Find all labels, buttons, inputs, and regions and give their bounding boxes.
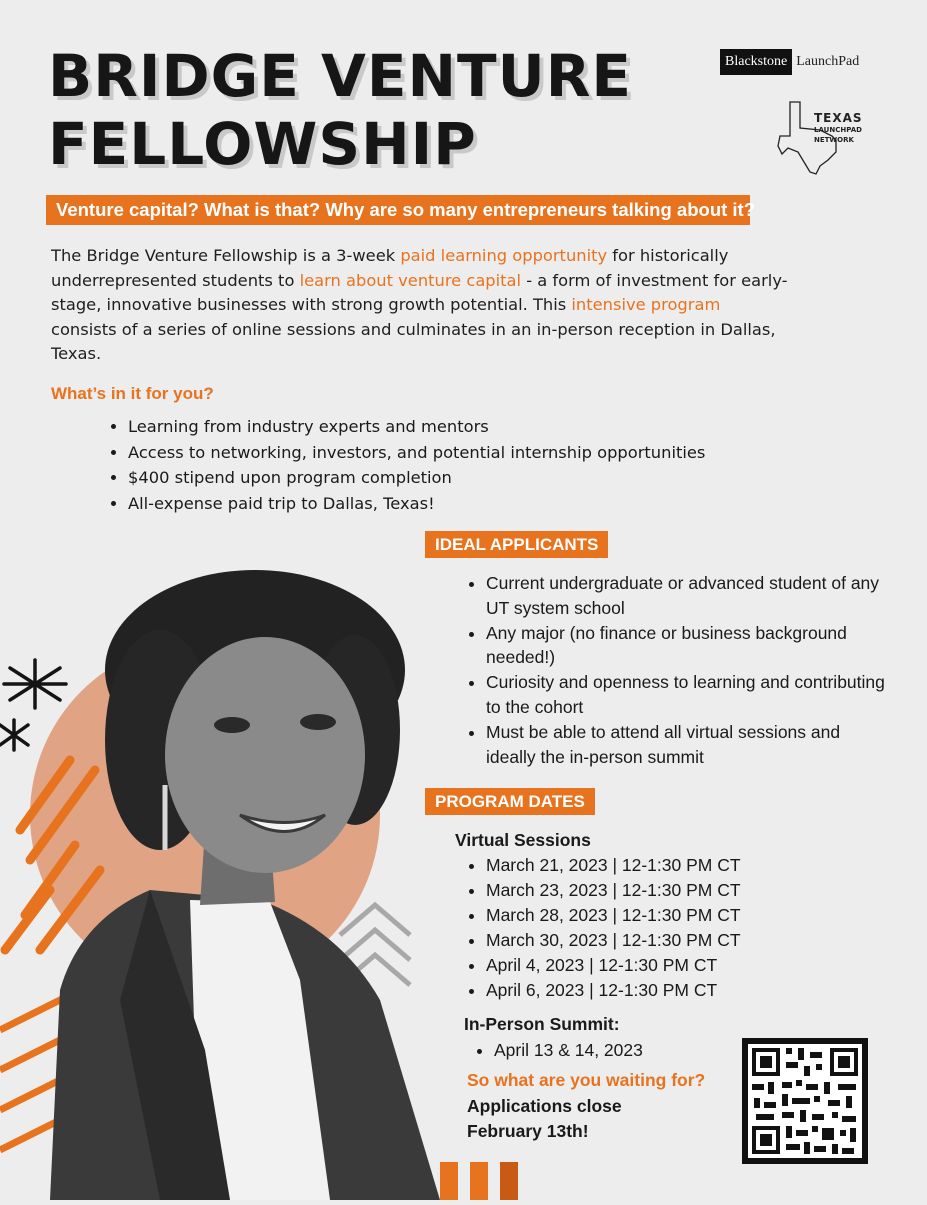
list-item: • April 13 & 14, 2023: [494, 1038, 643, 1062]
cta-line-2: February 13th!: [467, 1121, 589, 1141]
cta-line-1: Applications close: [467, 1096, 622, 1116]
list-item: • All-expense paid trip to Dallas, Texas!: [128, 491, 705, 517]
intro-highlight-3: intensive program: [571, 295, 721, 315]
list-item: • Must be able to attend all virtual sessions and ideally the in-person summit: [486, 720, 886, 770]
intro-highlight-2: learn about venture capital: [299, 270, 522, 290]
blackstone-launchpad-logo: [720, 49, 859, 75]
intro-text-3: - a form of investment for early-stage, innovative businesses with strong growth potential. This: [51, 270, 788, 315]
blackstone-wordmark: Blackstone: [720, 49, 792, 75]
list-item: • Access to networking, investors, and potential internship opportunities: [128, 440, 705, 466]
list-item: • April 4, 2023 | 12-1:30 PM CT: [486, 953, 741, 978]
virtual-sessions-heading: Virtual Sessions: [455, 830, 591, 850]
question-banner: Venture capital? What is that? Why are so many entrepreneurs talking about it?: [46, 195, 750, 225]
list-item: • $400 stipend upon program completion: [128, 465, 705, 491]
launchpad-wordmark: LaunchPad: [796, 54, 860, 69]
benefits-heading: What’s in it for you?: [51, 384, 214, 403]
texas-launchpad-network-logo: [776, 100, 868, 180]
summit-list: [474, 1038, 643, 1062]
page-title: [48, 42, 632, 178]
decor-bottom-bars: [440, 1162, 520, 1200]
fellow-portrait-photo: [0, 530, 460, 1200]
cta-question: So what are you waiting for?: [467, 1070, 706, 1090]
list-item: • Any major (no finance or business background needed!): [486, 621, 886, 671]
list-item: • March 21, 2023 | 12-1:30 PM CT: [486, 853, 741, 878]
intro-text-4: consists of a series of online sessions and culminates in an in-person reception in Dallas, Texas.: [51, 319, 776, 364]
ideal-applicants-list: [466, 571, 886, 769]
intro-text-1: The Bridge Venture Fellowship is a 3-week: [51, 246, 401, 265]
list-item: • March 23, 2023 | 12-1:30 PM CT: [486, 878, 741, 903]
texas-sub-launchpad: LAUNCHPAD: [814, 126, 862, 134]
list-item: • Learning from industry experts and mentors: [128, 414, 705, 440]
list-item: • April 6, 2023 | 12-1:30 PM CT: [486, 978, 741, 1003]
summit-heading: In-Person Summit:: [464, 1014, 620, 1034]
ideal-applicants-heading: IDEAL APPLICANTS: [425, 531, 608, 558]
list-item: • Current undergraduate or advanced student of any UT system school: [486, 571, 886, 621]
list-item: • March 28, 2023 | 12-1:30 PM CT: [486, 903, 741, 928]
title-line-2: FELLOWSHIP: [48, 110, 477, 178]
benefits-list: [110, 414, 705, 516]
list-item: • Curiosity and openness to learning and contributing to the cohort: [486, 670, 886, 720]
qr-code-icon: [742, 1038, 868, 1164]
intro-text-2: for historically underrepresented students to: [51, 246, 729, 290]
texas-label: TEXAS: [814, 111, 863, 125]
texas-sub-network: NETWORK: [814, 136, 854, 144]
program-dates-heading: PROGRAM DATES: [425, 788, 595, 815]
list-item: • March 30, 2023 | 12-1:30 PM CT: [486, 928, 741, 953]
qr-code[interactable]: [742, 1038, 868, 1164]
virtual-sessions-list: [466, 853, 741, 1004]
intro-paragraph: [51, 244, 791, 367]
cta-deadline: [467, 1094, 727, 1144]
intro-highlight-1: paid learning opportunity: [400, 246, 608, 265]
title-line-1: BRIDGE VENTURE: [48, 42, 633, 110]
